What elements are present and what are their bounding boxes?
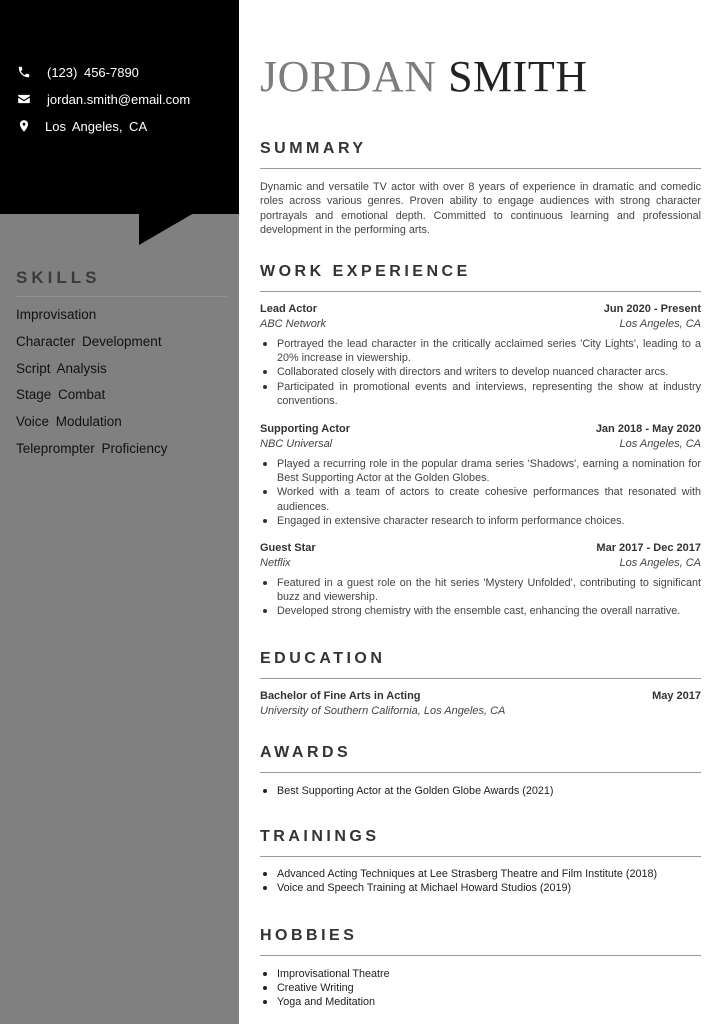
- hobby-item: Creative Writing: [260, 981, 701, 995]
- education-divider: [260, 678, 701, 679]
- contact-block: [0, 0, 239, 214]
- degree-name: Bachelor of Fine Arts in Acting: [260, 690, 421, 702]
- contact-tab-decoration: [139, 213, 194, 245]
- job-location: Los Angeles, CA: [619, 557, 701, 569]
- awards-heading: AWARDS: [260, 744, 352, 761]
- job-bullet: Developed strong chemistry with the ensemble cast, enhancing the overall narrative.: [260, 604, 701, 618]
- work-experience-divider: [260, 291, 701, 292]
- skill-item: Script Analysis: [16, 360, 107, 376]
- school-name: University of Southern California, Los Angeles, CA: [260, 705, 506, 717]
- hobby-item: Improvisational Theatre: [260, 967, 701, 981]
- phone-icon: [16, 64, 32, 80]
- education-heading: EDUCATION: [260, 650, 386, 667]
- job-entry: [260, 422, 701, 528]
- job-bullets: [260, 337, 701, 408]
- first-name: JORDAN: [260, 52, 437, 101]
- work-experience-heading: WORK EXPERIENCE: [260, 263, 471, 280]
- skills-divider: [16, 296, 228, 297]
- job-location: Los Angeles, CA: [619, 438, 701, 450]
- education-entry: [260, 689, 701, 718]
- job-company: NBC Universal: [260, 438, 333, 450]
- phone-text: (123) 456-7890: [47, 64, 139, 80]
- contact-location: [16, 118, 147, 134]
- last-name: SMITH: [448, 52, 588, 101]
- job-entry: [260, 302, 701, 408]
- job-bullets: [260, 457, 701, 528]
- summary-divider: [260, 168, 701, 169]
- contact-phone: [16, 64, 139, 80]
- summary-text: Dynamic and versatile TV actor with over 8 years of experience in dramatic and comedic roles across various genres. Proven ability to engage audiences with strong character portrayals and emotional depth. Committed to continuous learning and professional development in the performing arts.: [260, 181, 701, 236]
- awards-divider: [260, 772, 701, 773]
- hobbies-list: [260, 967, 701, 1010]
- skill-item: Character Development: [16, 333, 162, 349]
- graduation-date: May 2017: [652, 690, 701, 702]
- envelope-icon: [16, 91, 32, 107]
- job-bullets: [260, 576, 701, 619]
- trainings-heading: TRAININGS: [260, 828, 380, 845]
- job-company: ABC Network: [260, 318, 327, 330]
- job-bullet: Played a recurring role in the popular drama series 'Shadows', earning a nomination for Best Supporting Actor at the Golden Globes.: [260, 457, 701, 485]
- training-item: Advanced Acting Techniques at Lee Strasberg Theatre and Film Institute (2018): [260, 867, 701, 881]
- hobby-item: Yoga and Meditation: [260, 995, 701, 1009]
- email-text: jordan.smith@email.com: [47, 91, 191, 107]
- job-dates: Mar 2017 - Dec 2017: [596, 542, 701, 554]
- map-pin-icon: [16, 118, 32, 134]
- skill-item: Stage Combat: [16, 387, 106, 403]
- job-dates: Jun 2020 - Present: [603, 303, 701, 315]
- job-bullet: Featured in a guest role on the hit series 'Mystery Unfolded', contributing to significant buzz and viewership.: [260, 576, 701, 604]
- job-bullet: Engaged in extensive character research to inform performance choices.: [260, 514, 701, 528]
- job-location: Los Angeles, CA: [619, 318, 701, 330]
- skill-item: Improvisation: [16, 307, 97, 322]
- job-bullet: Participated in promotional events and interviews, representing the show at industry conventions.: [260, 380, 701, 408]
- skills-heading: SKILLS: [16, 268, 101, 287]
- job-company: Netflix: [260, 557, 291, 569]
- award-item: Best Supporting Actor at the Golden Globe Awards (2021): [260, 784, 701, 798]
- hobbies-heading: HOBBIES: [260, 927, 358, 944]
- job-role: Guest Star: [260, 542, 316, 554]
- job-dates: Jan 2018 - May 2020: [595, 423, 701, 435]
- sidebar: [0, 0, 239, 1024]
- trainings-list: [260, 867, 701, 895]
- job-bullet: Portrayed the lead character in the critically acclaimed series 'City Lights', leading to a 20% increase in viewership.: [260, 337, 701, 365]
- candidate-name: [260, 52, 587, 102]
- skill-item: Teleprompter Proficiency: [16, 440, 168, 456]
- job-entry: [260, 541, 701, 619]
- job-bullet: Collaborated closely with directors and writers to develop nuanced character arcs.: [260, 365, 701, 379]
- skill-item: Voice Modulation: [16, 414, 122, 430]
- contact-email: [16, 91, 190, 107]
- job-bullet: Worked with a team of actors to create cohesive performances that resonated with audiences.: [260, 485, 701, 513]
- hobbies-divider: [260, 955, 701, 956]
- training-item: Voice and Speech Training at Michael Howard Studios (2019): [260, 881, 701, 895]
- job-role: Supporting Actor: [260, 423, 351, 435]
- skills-list: [16, 306, 168, 467]
- job-role: Lead Actor: [260, 303, 318, 315]
- awards-list: [260, 784, 701, 798]
- summary-heading: SUMMARY: [260, 140, 367, 157]
- trainings-divider: [260, 856, 701, 857]
- location-text: Los Angeles, CA: [45, 118, 148, 134]
